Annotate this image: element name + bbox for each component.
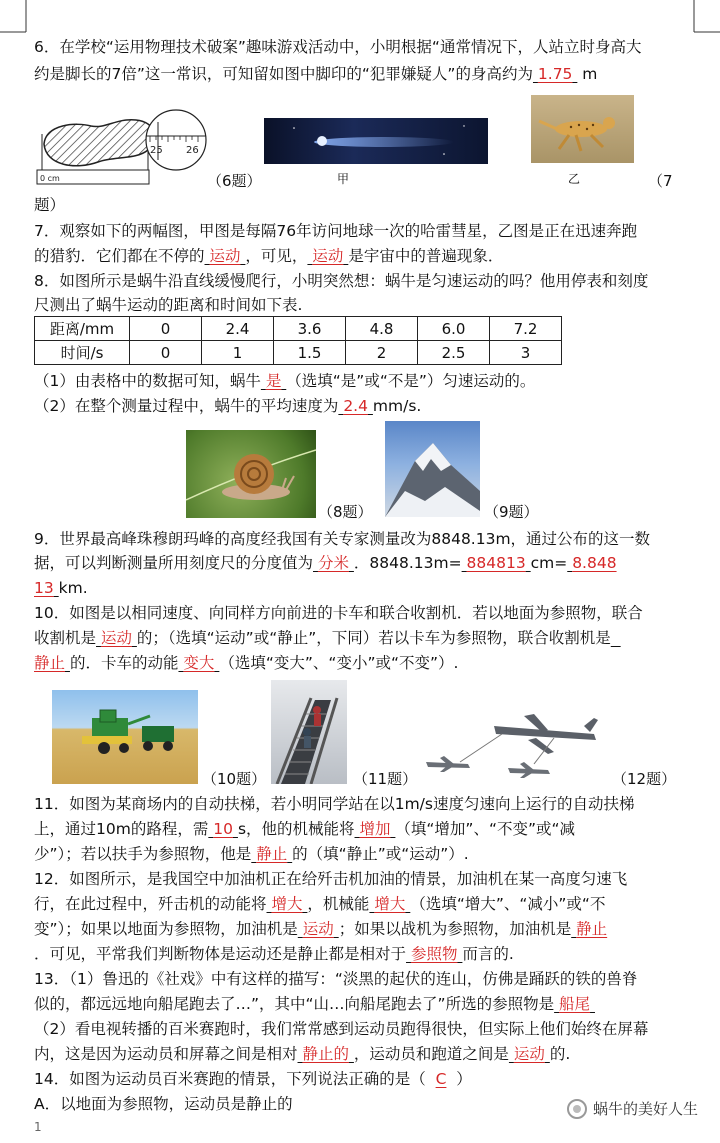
q9-line3: 13 km. bbox=[34, 579, 88, 597]
harvester-image bbox=[52, 690, 198, 784]
snail-image bbox=[186, 430, 316, 518]
q13-line4: 内，这是因为运动员和屏幕之间是相对 静止的 ，运动员和跑道之间是 运动 的. bbox=[34, 1045, 571, 1063]
caption-q11: （11题） bbox=[353, 770, 418, 788]
q6-line2: 约是脚长的7倍”这一常识，可知留如图中脚印的“犯罪嫌疑人”的身高约为 1.75 m bbox=[34, 65, 598, 83]
table-row: 时间/s 0 1 1.5 2 2.5 3 bbox=[35, 341, 562, 365]
caption-q9: （9题） bbox=[484, 503, 539, 521]
watermark bbox=[567, 1098, 698, 1119]
caption-q12: （12题） bbox=[612, 770, 677, 788]
snail-data-table bbox=[34, 316, 562, 365]
q8-sub2: （2）在整个测量过程中，蜗牛的平均速度为 2.4 mm/s. bbox=[34, 397, 422, 415]
escalator-image bbox=[271, 680, 347, 784]
q6-line1: 6．在学校“运用物理技术破案”趣味游戏活动中，小明根据“通常情况下，人站立时身高大 bbox=[34, 38, 642, 56]
ruler-mark-25: 25 bbox=[150, 145, 163, 156]
q13-line2: 似的，都远远地向船尾跑去了…”，其中“山…向船尾跑去了”所选的参照物是 船尾 bbox=[34, 995, 591, 1013]
q7-line1: 7．观察如下的两幅图，甲图是每隔76年访问地球一次的哈雷彗星，乙图是正在迅速奔跑 bbox=[34, 222, 638, 240]
caption-q6: （6题） bbox=[207, 172, 262, 190]
ruler-mark-26: 26 bbox=[186, 145, 199, 156]
caption-yi: 乙 bbox=[568, 172, 581, 186]
q11-line2: 上，通过10m的路程，需 10 s，他的机械能将 增加 （填“增加”、“不变”或“减 bbox=[34, 820, 576, 838]
watermark-logo-icon bbox=[567, 1099, 587, 1119]
q10-line1: 10．如图是以相同速度、向同样方向前进的卡车和联合收割机．若以地面为参照物，联合 bbox=[34, 604, 643, 622]
crop-mark-left bbox=[0, 0, 30, 34]
caption-q7-close: 题） bbox=[34, 196, 66, 214]
mountain-image bbox=[385, 421, 480, 517]
table-row: 距离/mm 0 2.4 3.6 4.8 6.0 7.2 bbox=[35, 317, 562, 341]
cheetah-image bbox=[531, 95, 634, 163]
q11-line3: 少”）；若以扶手为参照物，他是 静止 的（填“静止”或“运动”）. bbox=[34, 845, 469, 863]
q8-line2: 尺测出了蜗牛运动的距离和时间如下表. bbox=[34, 296, 303, 314]
comet-image bbox=[264, 118, 488, 164]
caption-q10: （10题） bbox=[202, 770, 267, 788]
q14-option-a: A．以地面为参照物，运动员是静止的 bbox=[34, 1095, 293, 1113]
q11-line1: 11．如图为某商场内的自动扶梯，若小明同学站在以1m/s速度匀速向上运行的自动扶梯 bbox=[34, 795, 635, 813]
caption-q7-open: （7 bbox=[648, 172, 673, 190]
q13-line1: 13．（1）鲁迅的《社戏》中有这样的描写：“淡黑的起伏的连山，仿佛是踊跃的铁的兽脊 bbox=[34, 970, 638, 988]
caption-q8: （8题） bbox=[318, 503, 373, 521]
snail-graphic bbox=[186, 430, 316, 518]
q8-line1: 8．如图所示是蜗牛沿直线缓慢爬行，小明突然想：蜗牛是匀速运动的吗？他用停表和刻度 bbox=[34, 272, 649, 290]
page-number: 1 bbox=[34, 1120, 42, 1134]
q8-sub1: （1）由表格中的数据可知，蜗牛 是 （选填“是”或“不是”）匀速运动的。 bbox=[34, 372, 536, 390]
crop-mark-right bbox=[690, 0, 720, 34]
mountain-graphic bbox=[385, 421, 480, 517]
q13-line3: （2）看电视转播的百米赛跑时，我们常常感到运动员跑得很快，但实际上他们始终在屏幕 bbox=[34, 1020, 649, 1038]
watermark-text: 蜗牛的美好人生 bbox=[592, 1100, 698, 1118]
q14-line1: 14．如图为运动员百米赛跑的情景，下列说法正确的是（ C ） bbox=[34, 1070, 472, 1088]
aerial-refueling-graphic bbox=[424, 712, 604, 782]
escalator-graphic bbox=[271, 680, 347, 784]
harvester-graphic bbox=[52, 690, 198, 784]
caption-jia: 甲 bbox=[337, 172, 350, 186]
q12-line4: ．可见，平常我们判断物体是运动还是静止都是相对于 参照物 而言的. bbox=[34, 945, 514, 963]
q10-line3: 静止 的．卡车的动能 变大 （选填“变大”、“变小”或“不变”）. bbox=[34, 654, 459, 672]
q12-line1: 12．如图所示，是我国空中加油机正在给歼击机加油的情景，加油机在某一高度匀速飞 bbox=[34, 870, 628, 888]
q12-line3: 变”）；如果以地面为参照物，加油机是 运动 ；如果以战机为参照物，加油机是 静止 bbox=[34, 920, 608, 938]
q12-line2: 行，在此过程中，歼击机的动能将 增大 ，机械能 增大 （选填“增大”、“减小”或“不 bbox=[34, 895, 606, 913]
q6-answer: 1.75 bbox=[537, 65, 573, 83]
q7-line2: 的猎豹．它们都在不停的 运动 ，可见， 运动 是宇宙中的普遍现象． bbox=[34, 247, 504, 265]
cheetah-graphic bbox=[531, 95, 634, 163]
footprint-ruler-figure bbox=[36, 104, 208, 188]
q9-line2: 据，可以判断测量所用刻度尺的分度值为 分米 ．8848.13m= 884813 cm= 8.848 bbox=[34, 554, 617, 572]
q9-line1: 9．世界最高峰珠穆朗玛峰的高度经我国有关专家测量改为8848.13m，通过公布的这一数 bbox=[34, 530, 651, 548]
ruler-zero-label: 0 cm bbox=[40, 174, 60, 183]
q10-line2: 收割机是 运动 的；（选填“运动”或“静止”，下同）若以卡车为参照物，联合收割机是 bbox=[34, 629, 611, 647]
comet-tail-graphic bbox=[264, 118, 488, 164]
